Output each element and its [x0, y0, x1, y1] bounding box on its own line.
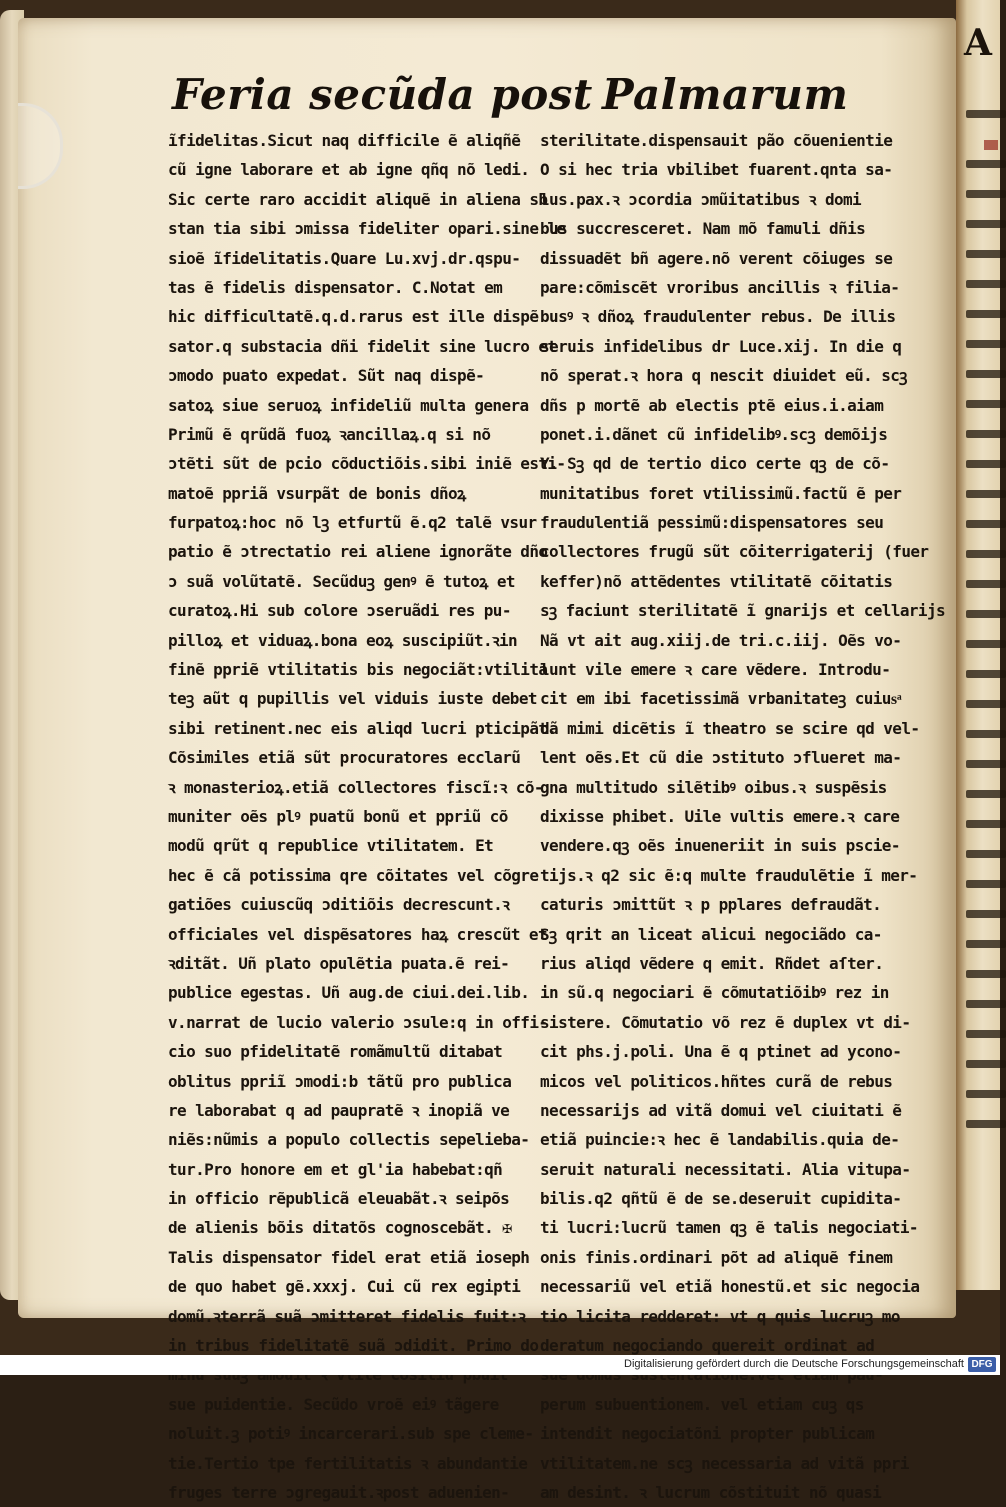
text-line: gatiões cuiuscũq ɔditiõis decrescunt.ꝛ [168, 895, 510, 915]
facing-text-fragment [966, 310, 1006, 318]
text-line: de alienis bõis ditatõs cognoscebãt. ✠ [168, 1218, 512, 1238]
text-line: cit phs.j.poli. Una ẽ q ptinet ad ycono- [540, 1042, 902, 1062]
text-line: cũ igne laborare et ab igne qñq nõ ledi. [168, 160, 530, 180]
text-line: onis finis.ordinari põt ad aliquẽ finem [540, 1247, 893, 1267]
dfg-logo: DFG [968, 1357, 996, 1372]
text-line: dixisse phibet. Uile vultis emere.ꝛ care [540, 806, 900, 826]
facing-text-fragment [966, 370, 1006, 378]
text-line: ɔtẽti sũt de pcio cõductiõis.sibi iniẽ esti- [168, 454, 566, 474]
facing-text-fragment [966, 250, 1006, 258]
running-head-right: Palmarum [602, 70, 849, 119]
facing-text-fragment [966, 910, 1006, 918]
footer-bar [0, 1355, 1000, 1375]
running-head-left: Feria secũda post [172, 70, 593, 119]
rubrication-mark [984, 140, 998, 150]
facing-text-fragment [966, 340, 1006, 348]
text-column-right [540, 126, 946, 1507]
text-line: ĩfidelitas.Sicut naq difficile ẽ aliqñẽ [168, 131, 521, 150]
text-line: finẽ ppriẽ vtilitatis bis negociãt:vtilita [168, 660, 548, 680]
facing-text-fragment [966, 430, 1006, 438]
text-line: micos vel politicos.hñtes curã de rebus [540, 1071, 893, 1091]
text-line: vtilitatem.ne scꝫ necessaria ad vitã ppri [540, 1453, 909, 1473]
text-line: ɔmodo puato expedat. Sũt naq dispẽ- [168, 366, 485, 386]
text-line: modũ qrũt q republice vtilitatem. Et [168, 836, 494, 856]
text-line: seruis infidelibus dr Luce.xij. In die q [540, 336, 902, 356]
text-line: tas ẽ fidelis dispensator. C.Notat em [168, 277, 503, 297]
facing-text-fragment [966, 190, 1006, 198]
facing-text-fragment [966, 700, 1006, 708]
facing-text-fragment [966, 220, 1006, 228]
text-line: seruit naturali necessitati. Alia vitupa- [540, 1159, 911, 1179]
text-line: oblitus ppriĩ ɔmodi:b tãtũ pro publica [168, 1071, 512, 1091]
text-line: sterilitate.dispensauit pão cõuenientie [540, 131, 893, 150]
text-line: v.narrat de lucio valerio ɔsule:q in offi- [168, 1012, 548, 1032]
text-line: munitatibus foret vtilissimũ.factũ ẽ per [540, 483, 902, 503]
text-line: satoꝝ siue seruoꝝ infideliũ multa genera [168, 395, 529, 415]
facing-text-fragment [966, 850, 1006, 858]
text-line: sibi retinent.nec eis aliqd lucri pticipãt. [168, 718, 557, 738]
text-line: officiales vel dispẽsatores haꝝ crescũt et [168, 924, 547, 944]
text-line: lus.pax.ꝛ ɔcordia ɔmũitatibus ꝛ domi [540, 189, 862, 209]
facing-text-fragment [966, 110, 1006, 118]
text-line: sꝫ faciunt sterilitatẽ ĩ gnarijs et cellarijs [540, 601, 946, 621]
text-line: vendere.qꝫ oẽs inueneriit in suis pscie- [540, 836, 900, 856]
text-line: domũ.ꝛterrã suã ɔmitteret fidelis fuit:ꝛ [168, 1306, 526, 1326]
text-line: intendit negociatõni propter publicam [540, 1424, 875, 1444]
text-line: necessarijs ad vitã domui vel ciuitati ẽ [540, 1100, 902, 1120]
facing-text-fragment [966, 1060, 1006, 1068]
text-line: gna multitudo silẽtibꝰ oibus.ꝛ suspẽsis [540, 777, 887, 797]
facing-text-fragment [966, 1120, 1006, 1128]
text-line: sistere. Cõmutatio võ rez ẽ duplex vt di- [540, 1012, 911, 1032]
text-line: furpatoꝝ:hoc nõ lꝫ etfurtũ ẽ.q2 talẽ vsur [168, 513, 537, 533]
text-line: caturis ɔmittũt ꝛ p pplares defraudãt. [540, 895, 882, 915]
text-line: hic difficultatẽ.q.d.rarus est ille dispẽ [168, 307, 539, 327]
text-line: patio ẽ ɔtrectatio rei aliene ignorãte dño [168, 542, 548, 562]
text-line: muniter oẽs plꝰ puatũ bonũ et ppriũ cõ [168, 806, 508, 826]
facing-text-fragment [966, 610, 1006, 618]
text-line: dissuadẽt bñ agere.nõ verent cõiuges se [540, 248, 893, 268]
facing-text-fragment [966, 460, 1006, 468]
page-clip [18, 103, 63, 189]
text-line: tur.Pro honore em et gl'ia habebat:qñ [168, 1159, 503, 1179]
text-line: Nã vt ait aug.xiij.de tri.c.iij. Oẽs vo- [540, 630, 902, 650]
text-line: lunt vile emere ꝛ care vẽdere. Introdu- [540, 660, 891, 680]
text-line: collectores frugũ sũt cõiterrigaterij (fuer [540, 542, 929, 562]
text-line: bilis.q2 qñtũ ẽ de se.deseruit cupidita- [540, 1189, 902, 1209]
facing-text-fragment [966, 1090, 1006, 1098]
facing-text-fragment [966, 160, 1006, 168]
facing-text-fragment [966, 550, 1006, 558]
facing-text-fragment [966, 490, 1006, 498]
facing-text-fragment [966, 1000, 1006, 1008]
text-line: necessariũ vel etiã honestũ.et sic negocia [540, 1277, 920, 1297]
text-line: in tribus fidelitatẽ suã ɔdidit. Primo do [168, 1336, 539, 1356]
text-line: lent oẽs.Et cũ die ɔstituto ɔflueret ma- [540, 748, 902, 768]
facing-page-heading-fragment: A [964, 22, 992, 64]
text-line: re laborabat q ad paupratẽ ꝛ inopiã ve [168, 1100, 510, 1120]
text-line: etiã puincie:ꝛ hec ẽ landabilis.quia de- [540, 1130, 900, 1150]
text-line: bus succresceret. Nam mõ famuli dñis [540, 219, 866, 239]
text-line: nõ sperat.ꝛ hora q nescit diuidet eũ. scꝫ [540, 366, 907, 386]
text-line: perum subuentionem. vel etiam cuꝫ qs [540, 1394, 864, 1414]
text-line: am desint. ꝛ lucrum cõstituit nõ quasi [540, 1482, 882, 1502]
facing-text-fragment [966, 940, 1006, 948]
text-line: ponet.i.dãnet cũ infidelibꝰ.scꝫ demõijs [540, 424, 888, 444]
text-line: sator.q substacia dñi fidelit sine lucro et [168, 336, 557, 356]
text-line: ti lucri:lucrũ tamen qꝫ ẽ talis negociati- [540, 1218, 918, 1238]
text-line: tio licita redderet: vt q quis lucruꝫ mo [540, 1306, 900, 1326]
facing-text-fragment [966, 520, 1006, 528]
text-line: keffer)nõ attẽdentes vtilitatẽ cõitatis [540, 571, 893, 591]
text-column-left [168, 126, 566, 1507]
facing-text-fragment [966, 1030, 1006, 1038]
text-line: Sꝫ qrit an liceat alicui negociãdo ca- [540, 924, 882, 944]
text-line: de quo habet gẽ.xxxj. Cui cũ rex egipti [168, 1277, 521, 1297]
text-line: in sũ.q negociari ẽ cõmutatiõibꝰ rez in [540, 983, 889, 1003]
text-line: busꝰ ꝛ dñoꝝ fraudulenter rebus. De illis [540, 307, 896, 327]
facing-text-fragment [966, 970, 1006, 978]
text-line: Y. Sꝫ qd de tertio dico certe qꝫ de cõ- [540, 454, 890, 474]
text-line: sue puidentie. Secũdo vroẽ eiꝰ tãgere [168, 1394, 499, 1414]
text-line: tijs.ꝛ q2 sic ẽ:q multe fraudulẽtie ĩ mer- [540, 865, 918, 885]
text-line: Primũ ẽ qrũdã fuoꝝ ꝛancillaꝝ.q si nõ [168, 424, 491, 444]
facing-text-fragment [966, 400, 1006, 408]
text-line: Talis dispensator fidel erat etiã ioseph [168, 1247, 530, 1267]
text-line: pilloꝝ et viduaꝝ.bona eoꝝ suscipiũt.ꝛin [168, 630, 518, 650]
facing-text-fragment [966, 730, 1006, 738]
facing-text-fragment [966, 760, 1006, 768]
text-line: stan tia sibi ɔmissa fideliter opari.sine le [168, 219, 566, 239]
text-line: fruges terre ɔgregauit.ꝛpost aduenien- [168, 1482, 510, 1502]
text-line: ꝛ monasterioꝝ.etiã collectores fiscĩ:ꝛ cõ- [168, 777, 543, 797]
text-line: cit em ibi facetissimã vrbanitateꝫ cuiusͣ [540, 689, 902, 709]
text-line: niẽs:nũmis a populo collectis sepelieba- [168, 1130, 530, 1150]
funding-credit: Digitalisierung gefördert durch die Deutsche Forschungsgemeinschaft [624, 1358, 964, 1370]
facing-text-fragment [966, 820, 1006, 828]
text-line: ꝛditãt. Uñ plato opulẽtia puata.ẽ rei- [168, 953, 510, 973]
facing-text-fragment [966, 280, 1006, 288]
text-line: teꝫ aũt q pupillis vel viduis iuste debet [168, 689, 537, 709]
text-line: noluit.ꝫ potiꝰ incarcerari.sub spe cleme- [168, 1424, 534, 1444]
facing-text-fragment [966, 640, 1006, 648]
text-line: O si hec tria vbilibet fuarent.qnta sa- [540, 160, 893, 180]
text-line: ɔ suã volũtatẽ. Secũduꝫ genꝰ ẽ tutoꝝ et [168, 571, 515, 591]
text-line: fraudulentiã pessimũ:dispensatores seu [540, 513, 884, 533]
text-line: dñs p mortẽ ab electis ptẽ eius.i.aiam [540, 395, 884, 415]
text-line: Cõsimiles etiã sũt procuratores ecclarũ [168, 748, 521, 768]
text-line: tie.Tertio tpe fertilitatis ꝛ abundantie [168, 1453, 528, 1473]
facing-text-fragment [966, 580, 1006, 588]
text-line: deratum negociando quereit ordinat ad [540, 1336, 875, 1356]
text-line: cio suo pfidelitatẽ romãmultũ ditabat [168, 1042, 503, 1062]
facing-text-fragment [966, 880, 1006, 888]
text-line: hec ẽ cã potissima qre cõitates vel cõgre [168, 865, 539, 885]
facing-text-fragment [966, 790, 1006, 798]
text-line: rius aliqd vẽdere q emit. Rñdet aſter. [540, 953, 884, 973]
text-line: publice egestas. Uñ aug.de ciui.dei.lib. [168, 983, 530, 1003]
text-line: sioẽ ĩfidelitatis.Quare Lu.xvj.dr.qspu- [168, 248, 521, 268]
text-line: in officio rẽpublicã eleuabãt.ꝛ seipõs [168, 1189, 510, 1209]
text-line: dã mimi dicẽtis ĩ theatro se scire qd vel- [540, 718, 920, 738]
text-line: curatoꝝ.Hi sub colore ɔseruãdi res pu- [168, 601, 511, 621]
text-line: pare:cõmiscẽt vroribus ancillis ꝛ filia- [540, 277, 900, 297]
text-line: Sic certe raro accidit aliquẽ in aliena sb [168, 189, 548, 209]
facing-page-edge [956, 0, 1000, 1290]
facing-text-fragment [966, 670, 1006, 678]
text-line: matoẽ ppriã vsurpãt de bonis dñoꝝ [168, 483, 466, 503]
